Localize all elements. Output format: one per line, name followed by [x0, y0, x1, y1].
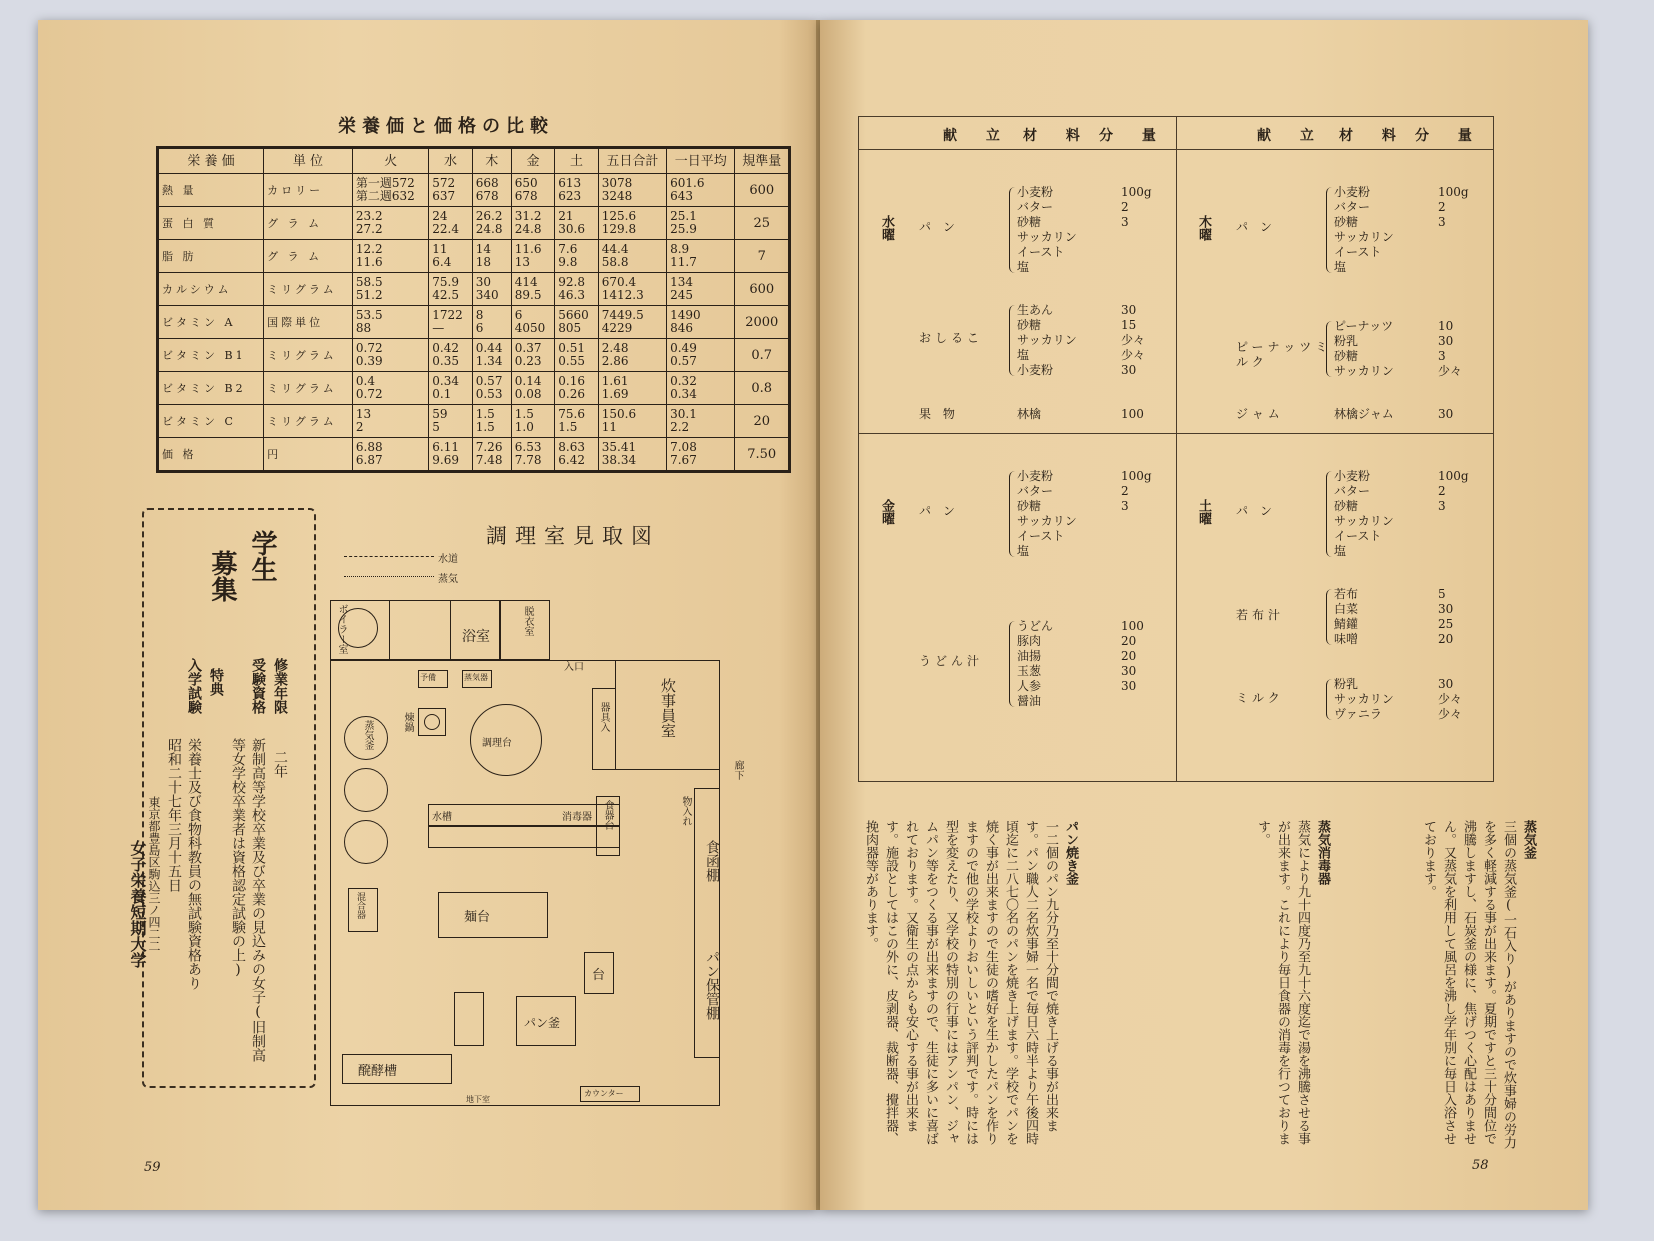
nutrition-header-cell: 五日合計	[598, 148, 666, 174]
page-number-left: 59	[144, 1160, 161, 1175]
menu-ingredient: 砂糖	[1017, 215, 1042, 229]
map-label-goods: 物入れ	[680, 796, 691, 826]
ad-term-label: 修業年限	[272, 658, 288, 714]
menu-brace	[1009, 471, 1016, 557]
nutrition-header-cell: 単 位	[264, 148, 353, 174]
menu-brace	[1326, 589, 1333, 645]
menu-ingredient: 玉葱	[1017, 664, 1042, 678]
nutrition-cell-std: 7	[735, 240, 790, 273]
map-label-bread-shelf: パン保管棚	[704, 950, 720, 1020]
menu-amount: 25	[1438, 617, 1454, 631]
nutrition-header-cell: 水	[429, 148, 472, 174]
nutrition-header-cell: 木	[472, 148, 511, 174]
section-steam-pot-heading: 蒸気釜	[1521, 820, 1536, 859]
menu-amount: 3	[1121, 499, 1129, 513]
menu-dish-name: パ ン	[919, 504, 959, 518]
nutrition-cell-sat: 8.63 6.42	[555, 438, 598, 472]
menu-ingredient: 粉乳	[1334, 334, 1359, 348]
menu-mid-rule	[859, 433, 1493, 434]
menu-day-label: 金曜	[879, 499, 894, 525]
nutrition-header-cell: 規準量	[735, 148, 790, 174]
menu-amount: 少々	[1121, 333, 1146, 347]
nutrition-cell-tue: 6.88 6.87	[352, 438, 428, 472]
nutrition-cell-total: 670.4 1412.3	[598, 273, 666, 306]
nutrition-cell-tue: 58.5 51.2	[352, 273, 428, 306]
menu-header-ingredient-right: 材 料	[1339, 128, 1408, 144]
nutrition-cell-wed: 572 637	[429, 174, 472, 207]
map-label-serving: 食器台	[602, 800, 613, 830]
kitchen-map	[330, 600, 760, 1110]
nutrition-cell-avg: 601.6 643	[667, 174, 735, 207]
nutrition-cell-thu: 0.57 0.53	[472, 372, 511, 405]
menu-header-amount-right: 分 量	[1415, 128, 1484, 144]
menu-ingredient: 砂糖	[1017, 499, 1042, 513]
menu-header-dish-right: 献 立	[1257, 128, 1326, 144]
menu-dish-name: うどん汁	[919, 654, 984, 668]
menu-ingredient: バター	[1334, 200, 1371, 214]
menu-ingredient: バター	[1017, 484, 1054, 498]
menu-day-label: 木曜	[1196, 215, 1211, 241]
ad-perk-value: 栄養士及び食物科教員の無試験資格あり	[186, 738, 202, 990]
menu-amount: 3	[1438, 215, 1446, 229]
nutrition-cell-total: 125.6 129.8	[598, 207, 666, 240]
nutrition-cell-item: ビタミン A	[158, 306, 264, 339]
menu-ingredient: うどん	[1017, 619, 1054, 633]
menu-ingredient: 味噌	[1334, 632, 1359, 646]
nutrition-cell-fri: 6 4050	[511, 306, 554, 339]
menu-ingredient: 粉乳	[1334, 677, 1359, 691]
menu-amount: 5	[1438, 587, 1446, 601]
menu-dish-name: ピーナッツミルク	[1236, 340, 1332, 369]
nutrition-cell-wed: 24 22.4	[429, 207, 472, 240]
menu-ingredient: サッカリン	[1334, 364, 1394, 378]
nutrition-cell-fri: 0.14 0.08	[511, 372, 554, 405]
menu-header-rule	[859, 149, 1493, 150]
map-noodle-table	[438, 892, 548, 938]
map-label-utensils: 器具入	[598, 702, 609, 732]
menu-dish-name: ジャム	[1236, 407, 1284, 421]
map-label-bread-oven: パン釜	[524, 1016, 561, 1030]
menu-ingredient: 油揚	[1017, 649, 1042, 663]
map-label-sterilizer: 消毒器	[562, 812, 592, 823]
nutrition-cell-total: 3078 3248	[598, 174, 666, 207]
map-label-ferment: 醗酵槽	[358, 1064, 398, 1079]
table-row	[158, 372, 790, 405]
nutrition-cell-wed: 6.11 9.69	[429, 438, 472, 472]
map-label-noodle-table: 麺台	[464, 910, 491, 925]
nutrition-cell-std: 7.50	[735, 438, 790, 472]
legend-water-line	[344, 556, 434, 557]
menu-divider-vertical	[1176, 117, 1177, 781]
menu-day-label: 水曜	[879, 215, 894, 241]
menu-amount: 30	[1438, 407, 1454, 421]
menu-ingredient: 林檎	[1017, 407, 1042, 421]
map-label-stove: 煉鍋	[402, 712, 413, 732]
menu-amount: 30	[1121, 679, 1137, 693]
menu-amount: 2	[1121, 200, 1129, 214]
menu-amount: 100g	[1438, 469, 1469, 483]
map-stairs	[454, 992, 484, 1046]
nutrition-cell-thu: 0.44 1.34	[472, 339, 511, 372]
nutrition-cell-tue: 23.2 27.2	[352, 207, 428, 240]
section-bread-oven	[860, 820, 1080, 1150]
nutrition-cell-unit: ミリグラム	[264, 405, 353, 438]
menu-amount: 少々	[1438, 692, 1463, 706]
menu-amount: 100g	[1121, 185, 1152, 199]
nutrition-cell-std: 600	[735, 273, 790, 306]
nutrition-header-cell: 火	[352, 148, 428, 174]
menu-dish-name: パ ン	[1236, 504, 1276, 518]
map-sink-row-2	[428, 826, 620, 848]
nutrition-cell-fri: 650 678	[511, 174, 554, 207]
menu-amount: 30	[1121, 363, 1137, 377]
menu-amount: 2	[1438, 484, 1446, 498]
menu-ingredient: イースト	[1334, 529, 1382, 543]
menu-ingredient: 塩	[1334, 260, 1347, 274]
nutrition-cell-unit: ミリグラム	[264, 273, 353, 306]
nutrition-cell-total: 2.48 2.86	[598, 339, 666, 372]
map-label-counter: カウンター	[584, 1089, 624, 1098]
page-number-right: 58	[1472, 1158, 1489, 1173]
ad-term-value: 二年	[272, 750, 288, 778]
menu-amount: 2	[1121, 484, 1129, 498]
menu-dish-name: パ ン	[919, 220, 959, 234]
section-bread-oven-heading: パン焼き釜	[1063, 820, 1078, 885]
nutrition-header-row	[158, 148, 790, 174]
menu-amount: 100g	[1438, 185, 1469, 199]
menu-ingredient: 若布	[1334, 587, 1359, 601]
nutrition-cell-thu: 8 6	[472, 306, 511, 339]
nutrition-cell-wed: 1722 —	[429, 306, 472, 339]
menu-amount: 少々	[1121, 348, 1146, 362]
nutrition-cell-total: 150.6 11	[598, 405, 666, 438]
table-row	[158, 240, 790, 273]
nutrition-cell-fri: 31.2 24.8	[511, 207, 554, 240]
menu-ingredient: 鯖鑵	[1334, 617, 1359, 631]
map-label-entrance: 入口	[564, 662, 584, 673]
table-row	[158, 273, 790, 306]
nutrition-cell-fri: 414 89.5	[511, 273, 554, 306]
menu-ingredient: サッカリン	[1017, 333, 1077, 347]
nutrition-cell-total: 1.61 1.69	[598, 372, 666, 405]
map-label-changing: 脱衣室	[522, 606, 533, 636]
menu-amount: 100	[1121, 407, 1144, 421]
nutrition-cell-item: ビタミン B1	[158, 339, 264, 372]
map-label-sink: 水槽	[432, 812, 452, 823]
nutrition-cell-unit: カロリー	[264, 174, 353, 207]
ad-exam-label: 入学試験	[186, 658, 202, 714]
map-stove	[424, 714, 440, 730]
nutrition-cell-item: 価 格	[158, 438, 264, 472]
menu-ingredient: サッカリン	[1017, 230, 1077, 244]
nutrition-cell-sat: 0.16 0.26	[555, 372, 598, 405]
nutrition-cell-tue: 第一週572 第二週632	[352, 174, 428, 207]
menu-ingredient: 醤油	[1017, 694, 1042, 708]
menu-dish-name: ミルク	[1236, 691, 1284, 705]
nutrition-header-cell: 栄 養 価	[158, 148, 264, 174]
nutrition-cell-sat: 7.6 9.8	[555, 240, 598, 273]
menu-ingredient: 小麦粉	[1017, 185, 1054, 199]
menu-amount: 20	[1121, 649, 1137, 663]
nutrition-cell-thu: 26.2 24.8	[472, 207, 511, 240]
nutrition-cell-unit: グ ラ ム	[264, 207, 353, 240]
ad-qual-label: 受験資格	[250, 658, 266, 714]
menu-ingredient: 白菜	[1334, 602, 1359, 616]
menu-brace	[1326, 187, 1333, 273]
table-row	[158, 405, 790, 438]
nutrition-cell-item: 蛋 白 質	[158, 207, 264, 240]
menu-ingredient: 砂糖	[1334, 349, 1359, 363]
nutrition-cell-avg: 25.1 25.9	[667, 207, 735, 240]
nutrition-cell-fri: 6.53 7.78	[511, 438, 554, 472]
menu-day-label: 土曜	[1196, 499, 1211, 525]
map-steam-pot-2	[344, 768, 388, 812]
table-row	[158, 207, 790, 240]
menu-brace	[1326, 321, 1333, 377]
nutrition-cell-avg: 8.9 11.7	[667, 240, 735, 273]
nutrition-cell-item: 脂 肪	[158, 240, 264, 273]
menu-ingredient: ヴァニラ	[1334, 707, 1382, 721]
menu-amount: 3	[1121, 215, 1129, 229]
nutrition-cell-avg: 0.49 0.57	[667, 339, 735, 372]
menu-dish-name: パ ン	[1236, 220, 1276, 234]
menu-ingredient: サッカリン	[1334, 692, 1394, 706]
nutrition-cell-item: カルシウム	[158, 273, 264, 306]
nutrition-cell-wed: 75.9 42.5	[429, 273, 472, 306]
map-label-steam-cooker: 蒸気器	[464, 673, 488, 682]
menu-ingredient: サッカリン	[1334, 230, 1394, 244]
nutrition-cell-tue: 12.2 11.6	[352, 240, 428, 273]
nutrition-cell-thu: 14 18	[472, 240, 511, 273]
nutrition-cell-thu: 30 340	[472, 273, 511, 306]
menu-ingredient: イースト	[1334, 245, 1382, 259]
nutrition-cell-unit: 円	[264, 438, 353, 472]
legend-steam-line	[344, 576, 434, 577]
menu-ingredient: 人参	[1017, 679, 1042, 693]
menu-amount: 30	[1121, 664, 1137, 678]
menu-amount: 3	[1438, 349, 1446, 363]
menu-ingredient: イースト	[1017, 245, 1065, 259]
menu-dish-name: おしるこ	[919, 331, 984, 345]
menu-amount: 30	[1438, 334, 1454, 348]
nutrition-cell-avg: 1490 846	[667, 306, 735, 339]
menu-amount: 2	[1438, 200, 1446, 214]
nutrition-cell-sat: 0.51 0.55	[555, 339, 598, 372]
nutrition-cell-total: 44.4 58.8	[598, 240, 666, 273]
menu-ingredient: 小麦粉	[1017, 469, 1054, 483]
nutrition-cell-sat: 5660 805	[555, 306, 598, 339]
menu-dish-name: 果 物	[919, 407, 959, 421]
nutrition-cell-sat: 75.6 1.5	[555, 405, 598, 438]
nutrition-cell-thu: 7.26 7.48	[472, 438, 511, 472]
recruitment-ad	[128, 508, 316, 1088]
nutrition-cell-wed: 0.42 0.35	[429, 339, 472, 372]
table-row	[158, 339, 790, 372]
nutrition-cell-thu: 1.5 1.5	[472, 405, 511, 438]
nutrition-header-cell: 土	[555, 148, 598, 174]
nutrition-cell-unit: ミリグラム	[264, 339, 353, 372]
menu-header-dish-left: 献 立	[943, 128, 1012, 144]
nutrition-cell-sat: 92.8 46.3	[555, 273, 598, 306]
nutrition-cell-std: 25	[735, 207, 790, 240]
section-sterilizer-heading: 蒸気消毒器	[1315, 820, 1330, 885]
nutrition-cell-unit: ミリグラム	[264, 372, 353, 405]
menu-amount: 少々	[1438, 364, 1463, 378]
nutrition-cell-total: 35.41 38.34	[598, 438, 666, 472]
table-row	[158, 306, 790, 339]
menu-ingredient: バター	[1017, 200, 1054, 214]
nutrition-cell-tue: 13 2	[352, 405, 428, 438]
menu-dish-name: 若布汁	[1236, 608, 1285, 622]
ad-exam-value: 昭和二十七年三月十五日	[166, 738, 182, 892]
menu-ingredient: 塩	[1017, 260, 1030, 274]
nutrition-cell-std: 20	[735, 405, 790, 438]
nutrition-cell-item: ビタミン B2	[158, 372, 264, 405]
menu-header-amount-left: 分 量	[1099, 128, 1168, 144]
nutrition-header-cell: 一日平均	[667, 148, 735, 174]
nutrition-cell-sat: 613 623	[555, 174, 598, 207]
menu-header-ingredient-left: 材 料	[1023, 128, 1092, 144]
menu-amount: 20	[1121, 634, 1137, 648]
nutrition-cell-std: 0.8	[735, 372, 790, 405]
menu-brace	[1009, 305, 1016, 376]
map-label-table: 台	[592, 968, 606, 983]
menu-brace	[1009, 187, 1016, 273]
nutrition-cell-unit: 国際単位	[264, 306, 353, 339]
menu-ingredient: 豚肉	[1017, 634, 1042, 648]
nutrition-cell-sat: 21 30.6	[555, 207, 598, 240]
menu-ingredient: ピーナッツ	[1334, 319, 1394, 333]
menu-ingredient: 小麦粉	[1017, 363, 1054, 377]
menu-amount: 30	[1438, 677, 1454, 691]
map-label-underground: 地下室	[466, 1095, 490, 1104]
map-label-mixer: 混合器	[355, 892, 365, 919]
ad-school-name: 女子栄養短期大学	[128, 840, 147, 968]
map-label-reserve: 予備	[420, 673, 436, 682]
section-steam-pot	[1418, 820, 1538, 1150]
nutrition-cell-unit: グ ラ ム	[264, 240, 353, 273]
menu-ingredient: 林檎ジャム	[1334, 407, 1394, 421]
nutrition-cell-tue: 0.72 0.39	[352, 339, 428, 372]
ad-address: 東京都豊島区駒込三ノ四二二	[147, 796, 161, 952]
menu-ingredient: 生あん	[1017, 303, 1054, 317]
menu-amount: 少々	[1438, 707, 1463, 721]
menu-ingredient: バター	[1334, 484, 1371, 498]
nutrition-cell-std: 600	[735, 174, 790, 207]
nutrition-cell-fri: 0.37 0.23	[511, 339, 554, 372]
menu-ingredient: 砂糖	[1334, 499, 1359, 513]
nutrition-cell-tue: 0.4 0.72	[352, 372, 428, 405]
nutrition-cell-avg: 7.08 7.67	[667, 438, 735, 472]
nutrition-header-cell: 金	[511, 148, 554, 174]
nutrition-cell-std: 0.7	[735, 339, 790, 372]
nutrition-cell-avg: 134 245	[667, 273, 735, 306]
nutrition-cell-item: ビタミン C	[158, 405, 264, 438]
map-label-cooking-table: 調理台	[482, 738, 512, 749]
menu-ingredient: イースト	[1017, 529, 1065, 543]
menu-brace	[1326, 471, 1333, 557]
menu-amount: 3	[1438, 499, 1446, 513]
nutrition-cell-wed: 0.34 0.1	[429, 372, 472, 405]
section-sterilizer-body: 蒸気により九十四度乃至九十六度迄で湯を沸騰させる事が出来ます。これにより毎日食器の消毒を行つております。	[1255, 820, 1310, 1145]
menu-table	[858, 116, 1494, 782]
nutrition-cell-thu: 668 678	[472, 174, 511, 207]
menu-amount: 100	[1121, 619, 1144, 633]
nutrition-cell-avg: 30.1 2.2	[667, 405, 735, 438]
section-bread-oven-body: 一二個のパン九分乃至十分間で焼き上げる事が出来ます。パン職人二名炊事婦一名で毎日六時半より午後四時頃迄に二八七〇名のパンを焼き上げます。学校でパンを焼く事が出来ますので生徒の嗜好を生かしたパンを作りますので他の学校よりおいしいという評判です。時には型を変えたり、又学校の特別の行事にはアンパン、ジャムパン等をつくる事が出来ますので、生徒に多いに喜ばれております。又衛生の点からも安心する事が出来ます。施設としてはこの外に、皮剥器、裁断器、攪拌器、挽肉器等があります。	[863, 820, 1058, 1145]
menu-ingredient: 砂糖	[1334, 215, 1359, 229]
nutrition-cell-total: 7449.5 4229	[598, 306, 666, 339]
nutrition-table-title: 栄養価と価格の比較	[338, 116, 554, 137]
nutrition-table	[156, 146, 791, 473]
map-label-steam-pot: 蒸気釜	[362, 720, 373, 750]
menu-ingredient: 小麦粉	[1334, 185, 1371, 199]
menu-ingredient: 塩	[1017, 348, 1030, 362]
right-page	[820, 20, 1588, 1210]
nutrition-cell-avg: 0.32 0.34	[667, 372, 735, 405]
table-row	[158, 174, 790, 207]
menu-ingredient: サッカリン	[1334, 514, 1394, 528]
nutrition-cell-fri: 1.5 1.0	[511, 405, 554, 438]
nutrition-cell-std: 2000	[735, 306, 790, 339]
ad-perk-label: 特典	[208, 668, 224, 696]
menu-ingredient: サッカリン	[1017, 514, 1077, 528]
map-label-boiler: ボイラー室	[336, 604, 347, 654]
menu-brace	[1326, 679, 1333, 720]
map-label-dish-shelf: 食函棚	[704, 840, 720, 882]
ad-title-a: 学生	[247, 530, 277, 582]
menu-ingredient: 砂糖	[1017, 318, 1042, 332]
legend-steam: 蒸気	[438, 574, 458, 585]
menu-amount: 15	[1121, 318, 1137, 332]
nutrition-cell-tue: 53.5 88	[352, 306, 428, 339]
menu-brace	[1009, 621, 1016, 707]
menu-ingredient: 塩	[1334, 544, 1347, 558]
menu-amount: 100g	[1121, 469, 1152, 483]
section-steam-pot-body: 三個の蒸気釜(一石入り)がありますので炊事婦の労力を多く軽減する事が出来ます。夏期ですと三十分間位で沸騰しますし、石炭釜の様に、焦げつく心配はありません。又蒸気を利用して風呂を沸し学年別に毎日入浴させております。	[1421, 820, 1516, 1149]
section-sterilizer	[1252, 820, 1332, 1150]
left-page	[38, 20, 818, 1210]
ad-title-b: 募集	[207, 550, 237, 602]
map-label-corridor: 廊下	[732, 760, 743, 780]
map-steam-pot-3	[344, 820, 388, 864]
menu-ingredient: 小麦粉	[1334, 469, 1371, 483]
menu-ingredient: 塩	[1017, 544, 1030, 558]
table-row	[158, 438, 790, 472]
nutrition-cell-fri: 11.6 13	[511, 240, 554, 273]
legend-water: 水道	[438, 554, 458, 565]
map-title: 調理室見取図	[486, 524, 660, 548]
menu-amount: 30	[1438, 602, 1454, 616]
ad-qual-value: 新制高等学校卒業及び卒業の見込みの女子(旧制高等女学校卒業者は資格認定試験の上)	[230, 738, 266, 1062]
book-spread	[38, 20, 1590, 1216]
menu-amount: 20	[1438, 632, 1454, 646]
nutrition-cell-wed: 11 6.4	[429, 240, 472, 273]
menu-amount: 30	[1121, 303, 1137, 317]
nutrition-cell-wed: 59 5	[429, 405, 472, 438]
menu-amount: 10	[1438, 319, 1454, 333]
nutrition-cell-item: 熱 量	[158, 174, 264, 207]
map-label-bath: 浴室	[462, 629, 490, 645]
map-label-staff-room: 炊事員室	[659, 678, 677, 738]
